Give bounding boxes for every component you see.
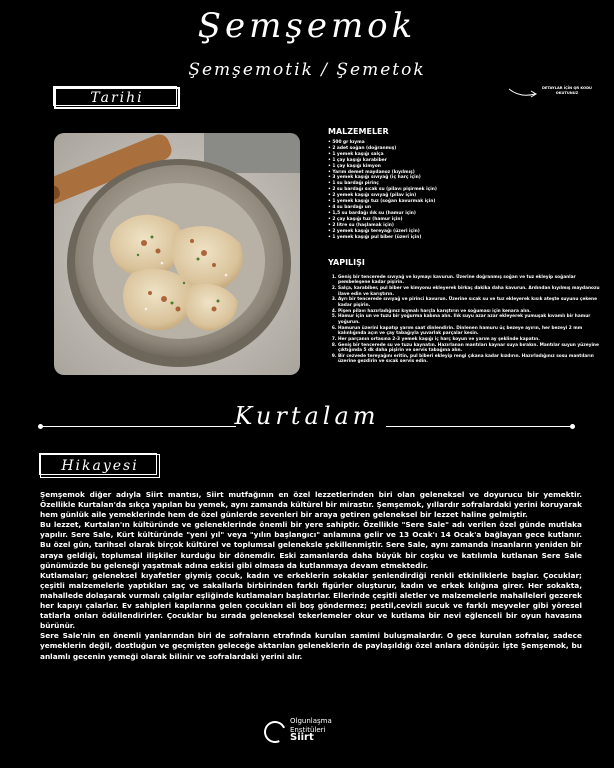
ingredient-item: • 2 yemek kaşığı tereyağı (üzeri için) xyxy=(328,229,604,235)
page-title: Şemşemok xyxy=(197,6,417,46)
story-label xyxy=(40,454,160,478)
steps-list xyxy=(328,275,604,365)
step-item: 1. Geniş bir tencerede sıvıyağ ve kıymayı kavurun. Üzerine doğranmış soğan ve tuz ekleyip soğanlar pembeleşene kadar pişirin. xyxy=(338,275,604,286)
step-item: 4. Pişen pilavı hazırladığınız kıymalı harçla karıştırın ve soğuması için kenara alın. xyxy=(338,309,604,314)
story-paragraph: Kutlamalar; geleneksel kıyafetler giymiş çocuk, kadın ve erkeklerin sokaklar şenlendirdiği renkli etkinliklerle başlar. Çocuklar; çeşitli malzemelerle yaptıkları saç ve sakallarla birbirinden farklı figürler oluşturur, kadın ve erkek kılığına girer. Her sokakta, mahallede dolaşarak vurmalı çalgılar eşliğinde kutlamaları başlatırlar. Ellerinde çeşitli aletler ve malzemelerle mahalleleri gezerek her kapıyı çalarlar. Ev sahipleri kapılarına gelen çocukları eli boş göndermez; pestil,cevizli sucuk ve farklı meyveler gibi yöresel tatlarla onları ödüllendirirler. Çocuklar bu sırada geleneksel tekerlemeler okur ve kutlama bir nevi eğlenceli bir oyun havasına bürünür. xyxy=(40,570,582,631)
ingredient-item: • 1 yemek kaşığı salça xyxy=(328,152,604,158)
qr-note: DETAYLAR İÇİN QR KODU OKUTUNUZ xyxy=(542,86,592,95)
page-subtitle: Şemşemotik / Şemetok xyxy=(188,60,426,80)
logo-line-3: Siirt xyxy=(290,732,314,743)
divider-dot xyxy=(570,424,575,429)
step-item: 5. Hamur için un ve tuzu bir yoğurma kabına alın. Ilık suyu azar azar ekleyerek yumuşak kıvamlı bir hamur yoğurun. xyxy=(338,314,604,325)
institute-logo xyxy=(264,715,364,755)
step-item: 6. Hamurun üzerini kapatıp yarım saat dinlendirin. Dinlenen hamuru üç bezeye ayırın, her bezeyi 2 mm kalınlığında açın ve çay tabağıyla yuvarlak parçalar kesin. xyxy=(338,326,604,337)
step-item: 8. Geniş bir tencerede su ve tuzu kaynatın. Hazırlanan mantıları kaynar suya bırakın. Mantılar suyun yüzeyine çıktığında 5 dk daha pişirin ve servis tabağına alın. xyxy=(338,343,604,354)
ingredient-item: • 3 yemek kaşığı sıvıyağ (iç harç için) xyxy=(328,175,604,181)
ingredient-item: • 2 yemek kaşığı sıvıyağ (pilav için) xyxy=(328,193,604,199)
ingredient-item: • 2 su bardağı sıcak su (pilavı pişirmek için) xyxy=(328,187,604,193)
logo-line-2: Enstitüleri xyxy=(290,725,326,734)
step-item: 7. Her parçanın ortasına 2-3 yemek kaşığı iç harç koyun ve yarım ay şeklinde kapatın. xyxy=(338,337,604,342)
ingredient-item: • 1,5 su bardağı ılık su (hamur için) xyxy=(328,211,604,217)
story-paragraph: Sere Sale'nin en önemli yanlarından biri de sofraların etrafında kurulan samimi buluşmalardır. O gece kurulan sofralar, sadece yemeklerin değil, dostluğun ve geçmişten geleceğe aktarılan geleneklerin de paylaşıldığı özel anlara dönüşür. İşte Şemşemok, bu anlamlı gecenin yemeği olarak bilinir ve sofralardaki yerini alır. xyxy=(40,631,582,661)
dish-photo xyxy=(54,133,300,375)
ingredient-item: • 1 çay kaşığı kimyon xyxy=(328,164,604,170)
arrow-icon xyxy=(508,86,538,98)
step-item: 9. Bir cezvede tereyağını eritin, pul biberi ekleyip rengi çıkana kadar kızdırın. Hazırladığınız sosu mantıların üzerine gezdirin ve sıcak servis edin. xyxy=(338,354,604,365)
divider-dot xyxy=(38,424,43,429)
logo-icon xyxy=(261,718,289,746)
ingredient-item: • 1 çay kaşığı karabiber xyxy=(328,158,604,164)
city-title: Kurtalam xyxy=(234,402,380,430)
step-item: 3. Ayrı bir tencerede sıvıyağ ve pirinci kavurun. Üzerine sıcak su ve tuz ekleyerek kısık ateşte suyunu çekene kadar pişirin. xyxy=(338,297,604,308)
logo-line-1: Olgunlaşma xyxy=(290,717,332,725)
ingredient-item: • 4 su bardağı un xyxy=(328,205,604,211)
history-label xyxy=(54,87,180,109)
story-label-text: Hikayesi xyxy=(61,458,139,474)
ingredient-item: • Yarım demet maydanoz (kıyılmış) xyxy=(328,170,604,176)
ingredients-title: MALZEMELER xyxy=(328,127,389,136)
steps-title: YAPILIŞI xyxy=(328,258,365,267)
story-text xyxy=(40,490,582,662)
divider-right xyxy=(386,426,572,427)
ingredient-item: • 2 çay kaşığı tuz (hamur için) xyxy=(328,217,604,223)
ingredient-item: • 1 su bardağı pirinç xyxy=(328,181,604,187)
story-paragraph: Şemşemok diğer adıyla Siirt mantısı, Siirt mutfağının en özel lezzetlerinden biri olan geleneksel ve doyurucu bir yemektir. Özellikle Kurtalan'da sıkça yapılan bu yemek, aynı zamanda kültürel bir mirastır. Şemşemok, yıllardır sofralardaki yerini koruyarak hem günlük aile yemeklerinde hem de özel günlerde sevenleri bir araya getiren geleneksel bir lezzet haline gelmiştir. xyxy=(40,490,582,520)
ingredient-item: • 1 yemek kaşığı pul biber (üzeri için) xyxy=(328,235,604,241)
ingredient-item: • 500 gr kıyma xyxy=(328,140,604,146)
step-item: 2. Salça, karabiber, pul biber ve kimyonu ekleyerek birkaç dakika daha kavurun. Ardından kıyılmış maydanozu ilave edin ve karıştırın. xyxy=(338,286,604,297)
history-label-text: Tarihi xyxy=(90,90,144,106)
ingredient-item: • 1 yemek kaşığı tuz (soğan kavurmak için) xyxy=(328,199,604,205)
ingredient-item: • 2 litre su (haşlamak için) xyxy=(328,223,604,229)
story-paragraph: Bu lezzet, Kurtalan'ın kültüründe ve geleneklerinde önemli bir yere sahiptir. Özellikle "Sere Sale" adı verilen özel günde mutlaka yapılır. Sere Sale, Kürt kültüründe "yeni yıl" veya "yılın başlangıcı" anlamına gelir ve 13 Ocak'ı 14 Ocak'a bağlayan gece kutlanır. Bu özel gün, tarihsel olarak birçok kültürel ve toplumsal geleneksle şekillenmiştir. Sere Sale, aynı zamanda insanların yeniden bir araya geldiği, toplumsal ilişkiler kurduğu bir dönemdir. Eski zamanlarda daha büyük bir coşku ve katılımla kutlanan Sere Sale günümüzde bu geleneği yaşatmak adına eskisi gibi olmasa da kutlanmaya devam etmektedir. xyxy=(40,520,582,570)
ingredient-item: • 2 adet soğan (doğranmış) xyxy=(328,146,604,152)
ingredients-list xyxy=(328,140,604,240)
